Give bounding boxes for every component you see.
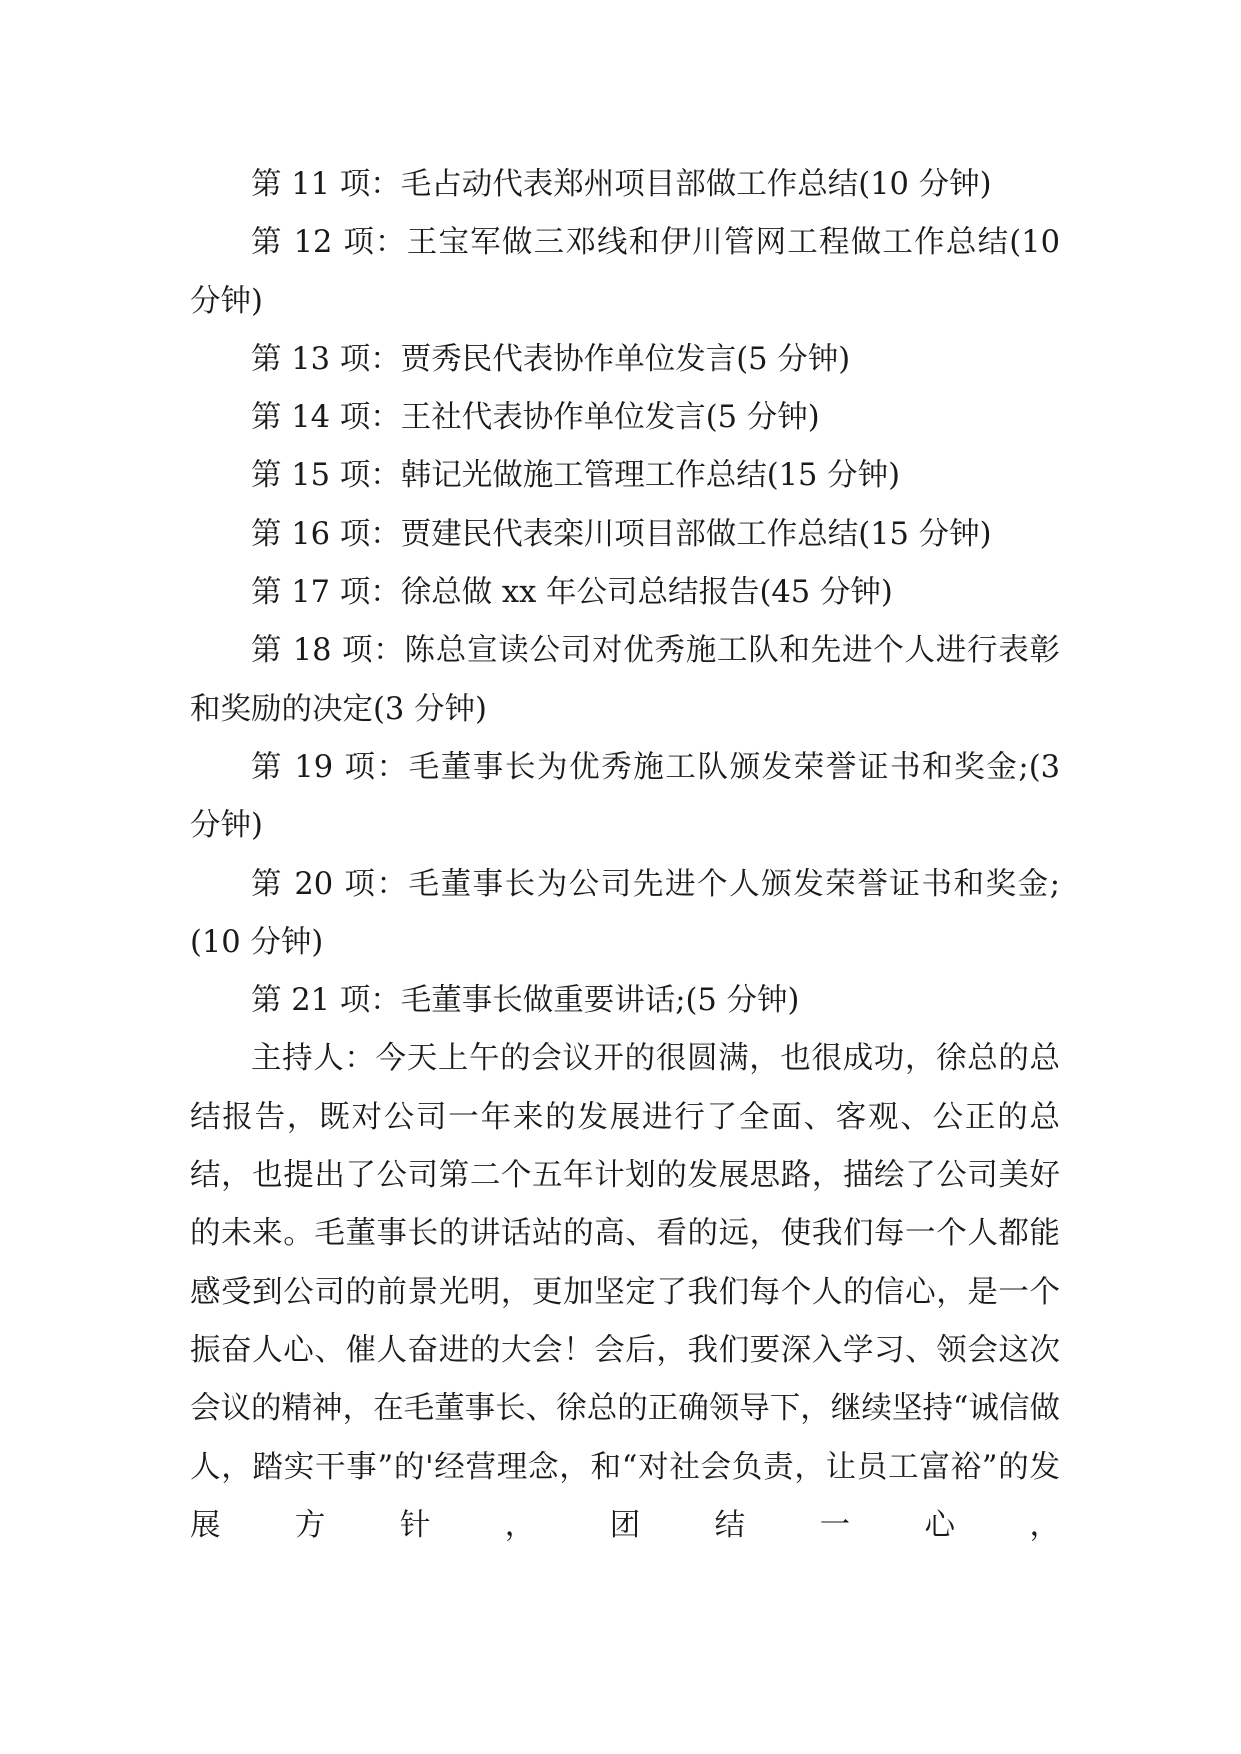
agenda-item-16: 第 16 项：贾建民代表栾川项目部做工作总结(15 分钟) xyxy=(251,516,992,552)
agenda-item-17: 第 17 项：徐总做 xx 年公司总结报告(45 分钟) xyxy=(251,575,893,611)
host-closing-paragraph: 主持人：今天上午的会议开的很圆满，也很成功，徐总的总结报告，既对公司一年来的发展进行了全面、客观、公正的总结，也提出了公司第二个五年计划的发展思路，描绘了公司美好的未来。毛董事长的讲话站的高、看的远，使我们每一个人都能感受到公司的前景光明，更加坚定了我们每个人的信心，是一个振奋人心、催人奋进的大会！会后，我们要深入学习、领会这次会议的精神，在毛董事长、徐总的正确领导下，继续坚持“诚信做人，踏实干事”的'经营理念，和“对社会负责，让员工富裕”的发展方针，团结一心， xyxy=(190,1041,1060,1543)
agenda-item-15: 第 15 项：韩记光做施工管理工作总结(15 分钟) xyxy=(251,458,901,494)
agenda-item-11: 第 11 项：毛占动代表郑州项目部做工作总结(10 分钟) xyxy=(251,167,992,202)
document-page xyxy=(190,156,1060,1555)
agenda-item-12: 第 12 项：王宝军做三邓线和伊川管网工程做工作总结(10 分钟) xyxy=(190,225,1060,319)
agenda-item-14: 第 14 项：王社代表协作单位发言(5 分钟) xyxy=(251,400,820,436)
agenda-item-18: 第 18 项：陈总宣读公司对优秀施工队和先进个人进行表彰和奖励的决定(3 分钟) xyxy=(190,633,1060,727)
agenda-item-19: 第 19 项：毛董事长为优秀施工队颁发荣誉证书和奖金;(3 分钟) xyxy=(190,749,1060,844)
agenda-item-21: 第 21 项：毛董事长做重要讲话;(5 分钟) xyxy=(251,983,800,1019)
agenda-item-20: 第 20 项：毛董事长为公司先进个人颁发荣誉证书和奖金;(10 分钟) xyxy=(190,866,1060,960)
agenda-item-13: 第 13 项：贾秀民代表协作单位发言(5 分钟) xyxy=(251,341,851,377)
